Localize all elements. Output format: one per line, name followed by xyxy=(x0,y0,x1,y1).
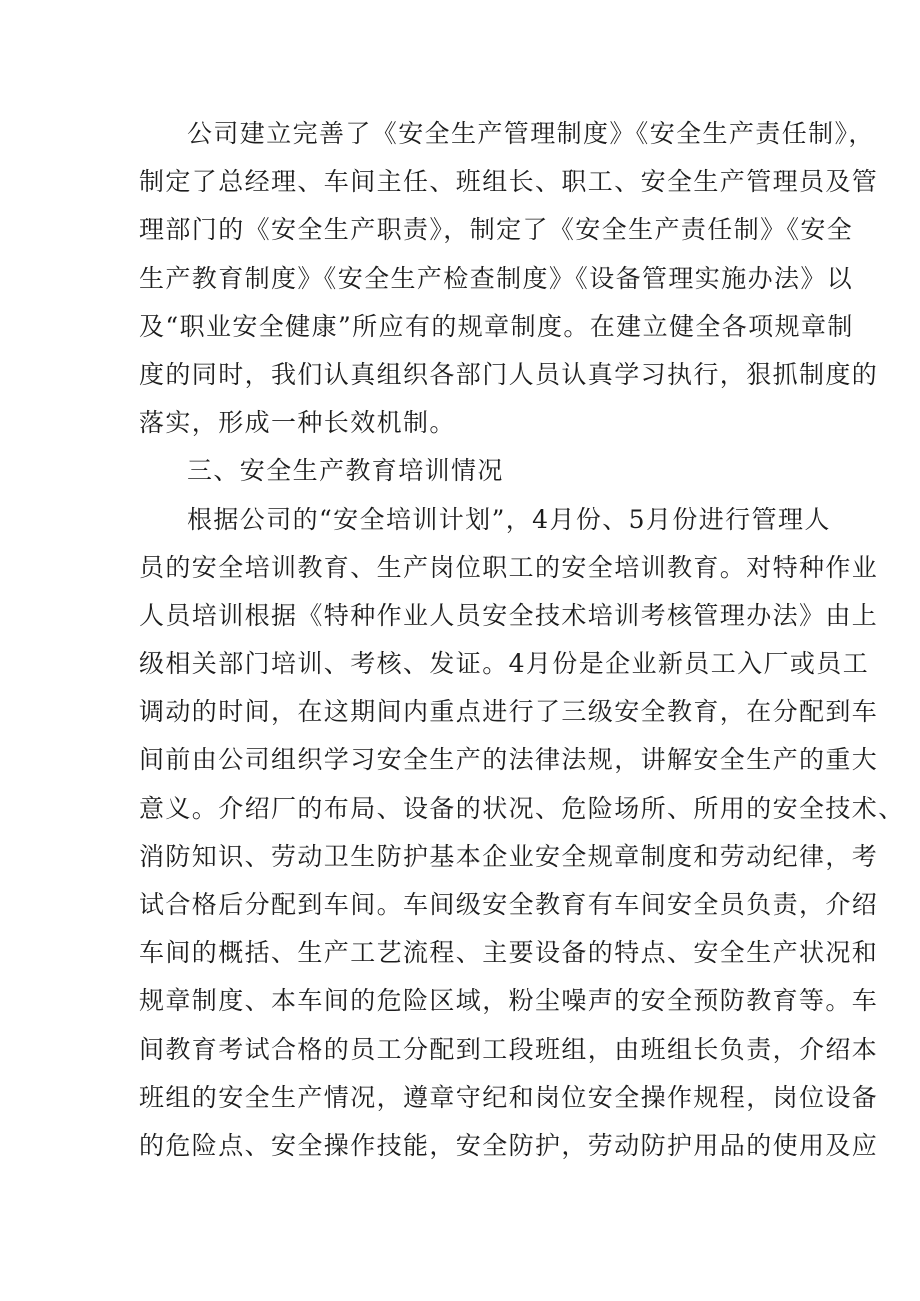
text-line: 试合格后分配到车间。车间级安全教育有车间安全员负责，介绍 xyxy=(139,890,879,919)
text-line: 员的安全培训教育、生产岗位职工的安全培训教育。对特种作业 xyxy=(139,552,879,582)
section-heading: 三、安全生产教育培训情况 xyxy=(187,456,504,486)
text-line: 落实，形成一种长效机制。 xyxy=(139,408,456,438)
text-line: 生产教育制度》《安全生产检查制度》《设备管理实施办法》以 xyxy=(139,263,854,293)
text-line: 规章制度、本车间的危险区域，粉尘噪声的安全预防教育等。车 xyxy=(139,986,879,1016)
text-line: 意义。介绍厂的布局、设备的状况、危险场所、所用的安全技术、 xyxy=(139,793,905,823)
text-line: 根据公司的“安全培训计划”，4月份、5月份进行管理人 xyxy=(187,504,831,534)
text-line: 间前由公司组织学习安全生产的法律法规，讲解安全生产的重大 xyxy=(139,745,879,775)
document-body xyxy=(139,110,905,1170)
text-line: 车间的概括、生产工艺流程、主要设备的特点、安全生产状况和 xyxy=(139,938,879,968)
text-line: 班组的安全生产情况，遵章守纪和岗位安全操作规程，岗位设备 xyxy=(139,1082,879,1112)
text-line: 度的同时，我们认真组织各部门人员认真学习执行，狠抓制度的 xyxy=(139,359,879,389)
text-line: 公司建立完善了《安全生产管理制度》《安全生产责任制》， xyxy=(187,119,875,148)
text-line: 调动的时间，在这期间内重点进行了三级安全教育，在分配到车 xyxy=(139,697,879,727)
text-line: 理部门的《安全生产职责》，制定了《安全生产责任制》《安全 xyxy=(139,215,854,245)
text-line: 人员培训根据《特种作业人员安全技术培训考核管理办法》由上 xyxy=(139,600,879,630)
text-line: 间教育考试合格的员工分配到工段班组，由班组长负责，介绍本 xyxy=(139,1034,879,1064)
text-line: 制定了总经理、车间主任、班组长、职工、安全生产管理员及管 xyxy=(139,167,879,197)
text-line: 的危险点、安全操作技能，安全防护，劳动防护用品的使用及应 xyxy=(139,1130,879,1160)
text-line: 消防知识、劳动卫生防护基本企业安全规章制度和劳动纪律，考 xyxy=(139,841,879,871)
text-line: 及“职业安全健康”所应有的规章制度。在建立健全各项规章制 xyxy=(139,311,854,341)
text-line: 级相关部门培训、考核、发证。4月份是企业新员工入厂或员工 xyxy=(139,649,870,679)
